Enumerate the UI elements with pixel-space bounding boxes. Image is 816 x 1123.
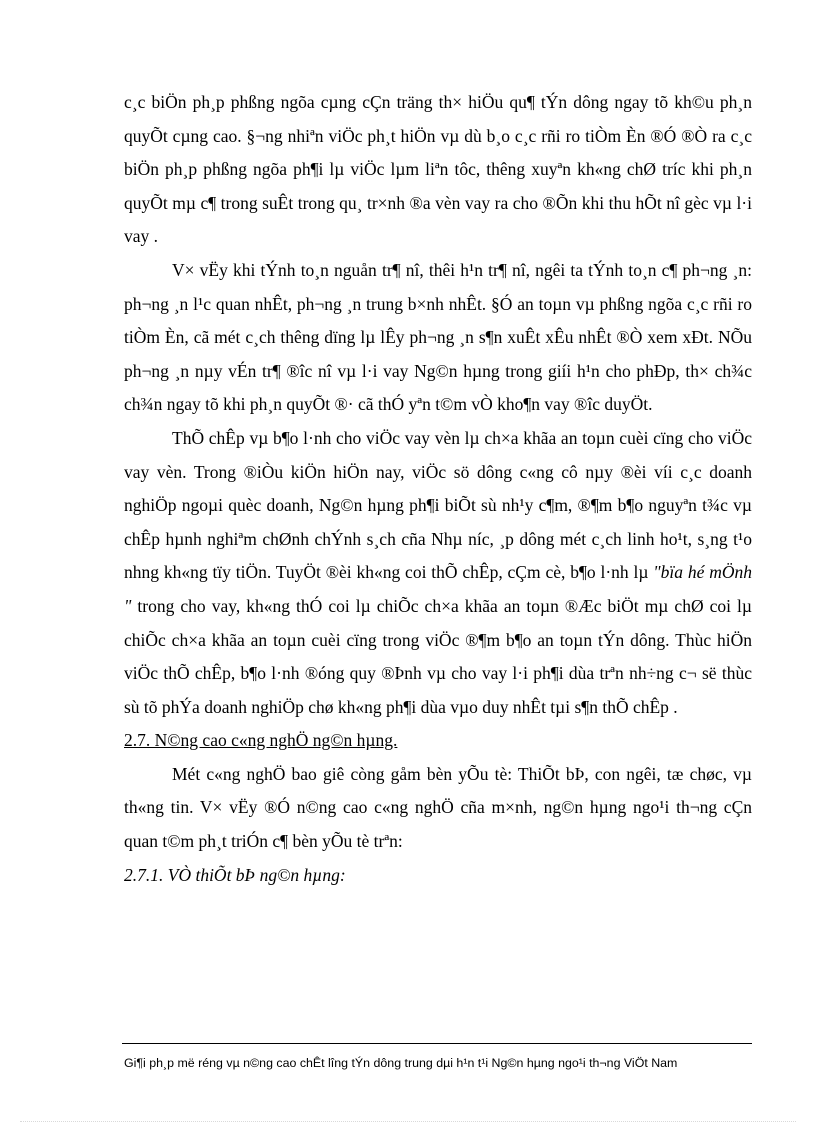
- page-bottom-border: [20, 1121, 796, 1122]
- paragraph-collateral: [124, 422, 752, 724]
- paragraph-technology: Mét c«ng nghÖ bao giê còng gåm bèn yÕu tè: ThiÕt bÞ, con ngêi, tæ chøc, vµ th«ng tin. V× vËy ®Ó n©ng cao c«ng nghÖ cña m×nh, ng©n hµng ngo¹i th¬ng cÇn quan t©m ph¸t triÓn c¶ bèn yÕu tè trªn:: [124, 763, 752, 852]
- paragraph-collateral-part2: trong cho vay, kh«ng thÓ coi lµ chiÕc ch×a khãa an toµn ®Æc biÖt mµ chØ coi lµ chiÕc ch×a khãa an toµn cuèi cïng trong viÖc ®¶m b¶o an toµn tÝn dông. Thùc hiÖn viÖc thÕ chÊp, b¶o l·nh ®óng quy ®Þnh vµ cho vay l·i ph¶i dùa trªn nh÷ng c¬ së thùc sù tõ phÝa doanh nghiÖp chø kh«ng ph¶i dùa vµo duy nhÊt tµi s¶n thÕ chÊp .: [124, 595, 752, 717]
- footer-divider: [122, 1043, 752, 1044]
- body-text: [124, 86, 752, 892]
- section-heading: 2.7. N©ng cao c«ng nghÖ ng©n hµng.: [124, 730, 398, 751]
- paragraph-collateral-part1: ThÕ chÊp vµ b¶o l·nh cho viÖc vay vèn lµ ch×a khãa an toµn cuèi cïng cho viÖc vay vèn. Trong ®iÒu kiÖn hiÖn nay, viÖc sö dông c«ng cô nµy ®èi víi c¸c doanh nghiÖp ngoµi quèc doanh, Ng©n hµng ph¶i biÕt sù nh¹y c¶m, ®¶m b¶o nguyªn t¾c vµ chÊp hµnh nghiªm chØnh chÝnh s¸ch cña Nhµ níc, ¸p dông mét c¸ch linh ho¹t, s¸ng t¹o nhng kh«ng tïy tiÖn. TuyÖt ®èi kh«ng coi thÕ chÊp, cÇm cè, b¶o l·nh lµ: [124, 427, 752, 583]
- subsection-heading: 2.7.1. VÒ thiÕt bÞ ng©n hµng:: [124, 864, 346, 885]
- paragraph-collateral-emphasis: "bïa hé mÖnh ": [124, 562, 752, 616]
- paragraph-continuation: c¸c biÖn ph¸p phßng ngõa cµng cÇn träng th× hiÖu qu¶ tÝn dông ngay tõ kh©u ph¸n quyÕt cµng cao. §¬ng nhiªn viÖc ph¸t hiÖn vµ dù b¸o c¸c rñi ro tiÒm Èn ®Ó ®Ò ra c¸c biÖn ph¸p phßng ngõa ph¶i lµ viÖc lµm liªn tôc, thêng xuyªn kh«ng chØ tríc khi ph¸n quyÕt mµ c¶ trong suÊt trong qu¸ tr×nh ®a vèn vay ra cho ®Õn khi thu hÕt nî gèc vµ l·i vay .: [124, 92, 752, 247]
- page-footer: Gi¶i ph¸p më réng vµ n©ng cao chÊt lîng tÝn dông trung dµi h¹n t¹i Ng©n hµng ngo¹i th¬ng ViÖt Nam: [124, 1056, 678, 1070]
- paragraph-repayment-plans: V× vËy khi tÝnh to¸n nguån tr¶ nî, thêi h¹n tr¶ nî, ngêi ta tÝnh to¸n c¶ ph¬ng ¸n: ph¬ng ¸n l¹c quan nhÊt, ph¬ng ¸n trung b×nh nhÊt. §Ó an toµn vµ phßng ngõa c¸c rñi ro tiÒm Èn, cã mét c¸ch thêng dïng lµ lÊy ph¬ng ¸n s¶n xuÊt xÊu nhÊt ®Ò xem xÐt. NÕu ph¬ng ¸n nµy vÉn tr¶ ®îc nî vµ l·i vay Ng©n hµng trong giíi h¹n cho phÐp, th× ch¾c ch¾n ngay tõ khi ph¸n quyÕt ®· cã thÓ yªn t©m vÒ kho¶n vay ®îc duyÖt.: [124, 259, 752, 415]
